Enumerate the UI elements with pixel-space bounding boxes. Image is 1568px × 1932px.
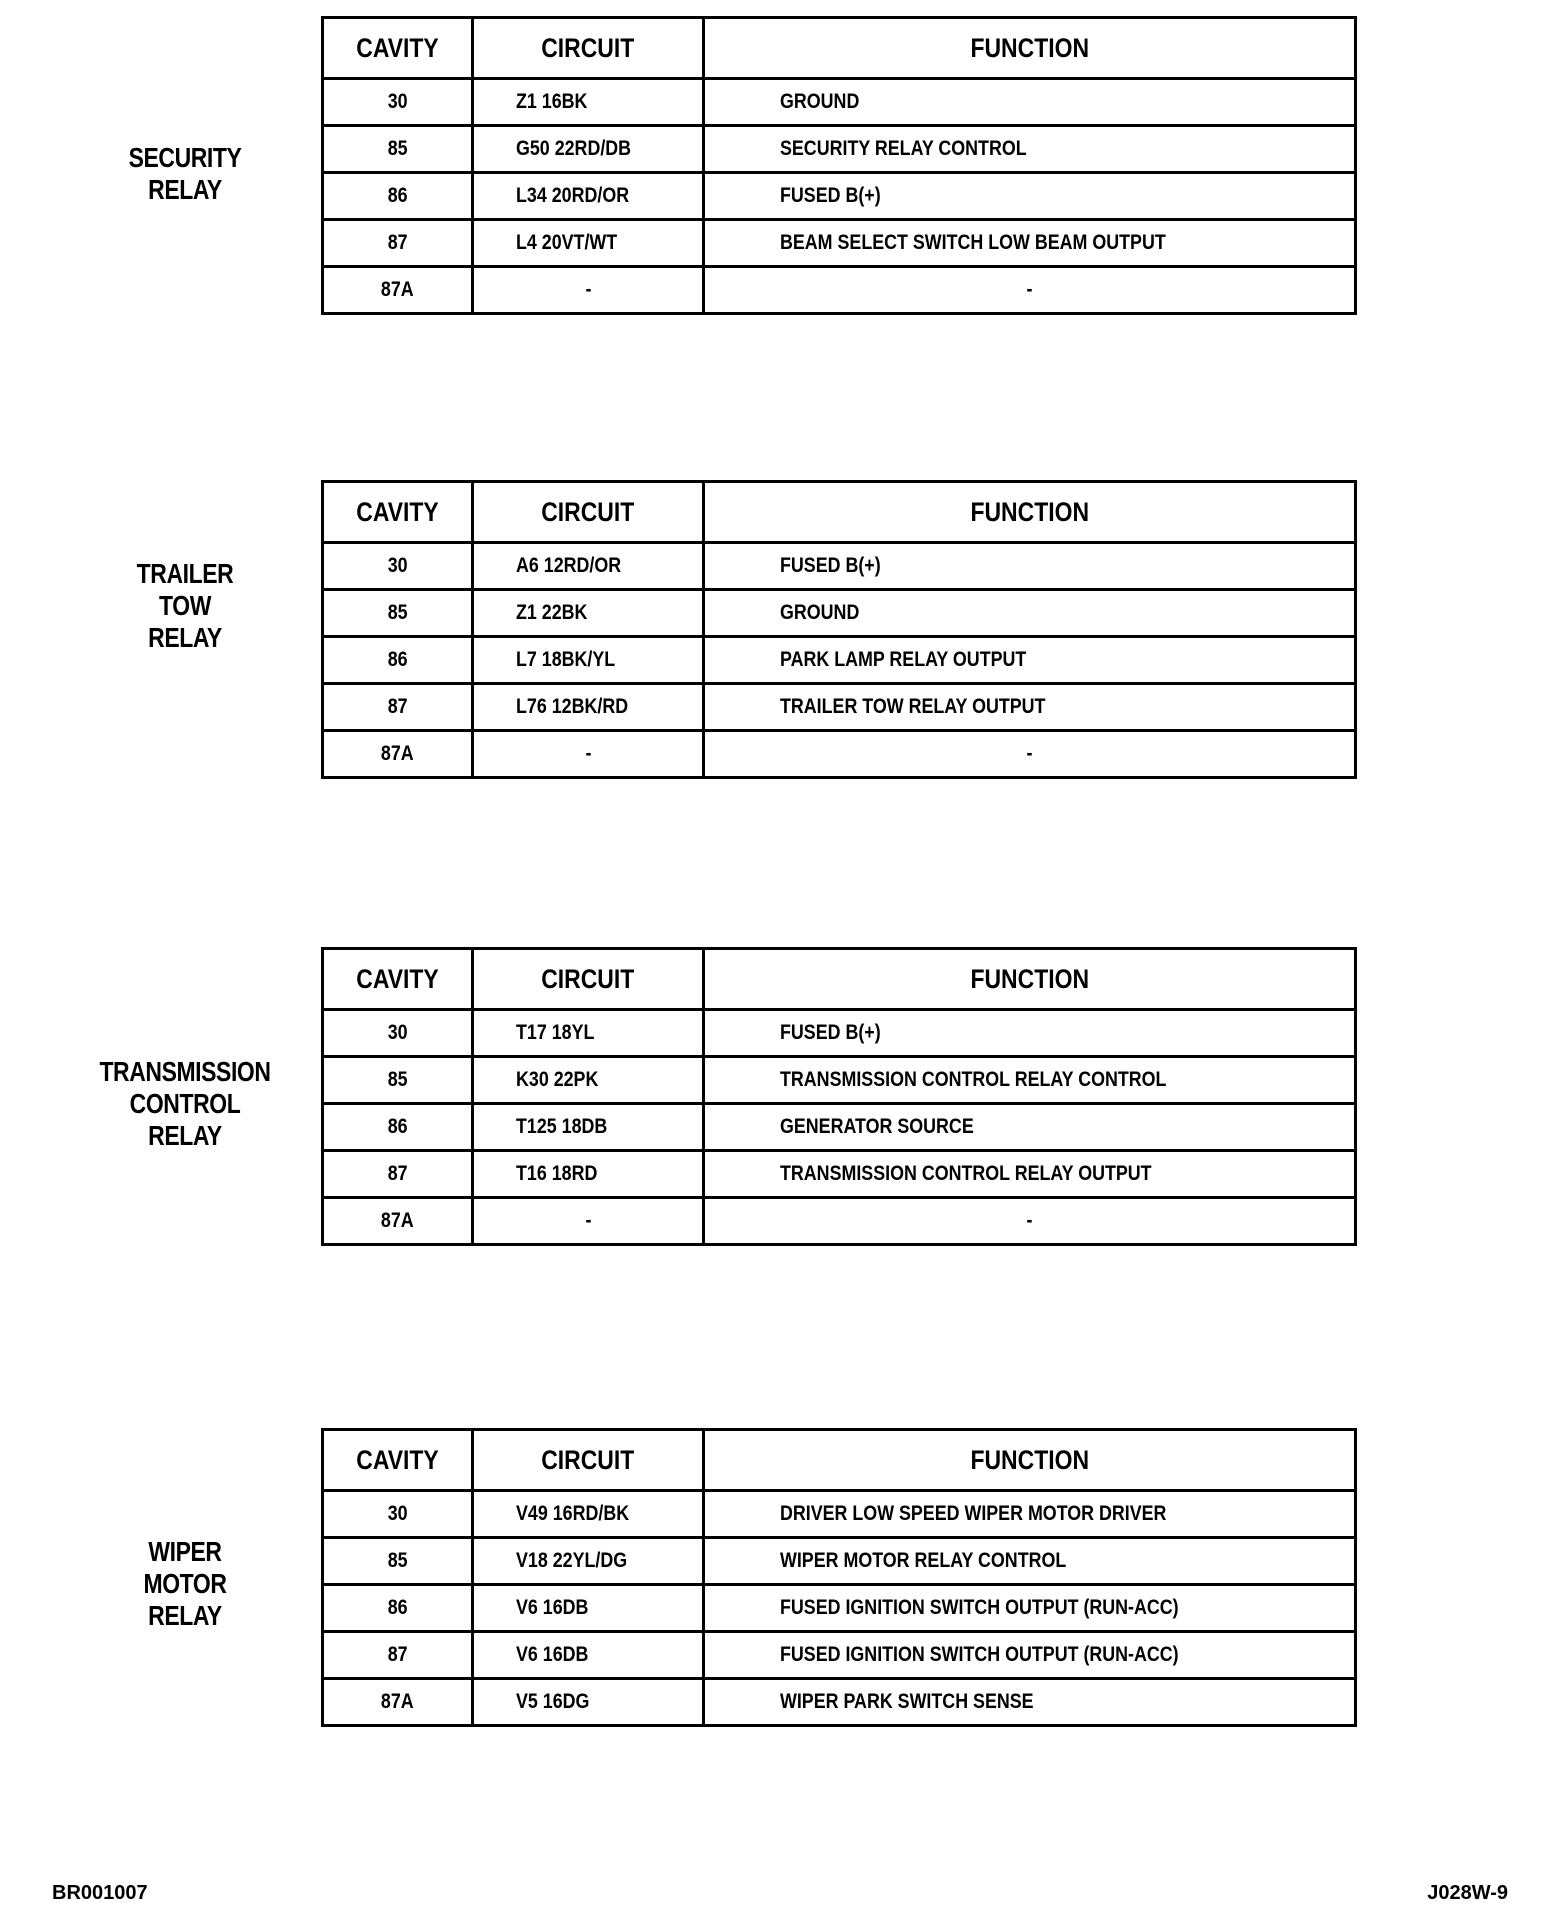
table-header-row — [323, 1430, 1356, 1491]
function-cell: BEAM SELECT SWITCH LOW BEAM OUTPUT — [704, 220, 1356, 267]
header-circuit: CIRCUIT — [473, 949, 704, 1010]
circuit-cell: L4 20VT/WT — [473, 220, 704, 267]
transmission-control-relay-section — [0, 947, 1568, 1267]
table-row — [323, 173, 1356, 220]
circuit-cell: V6 16DB — [473, 1585, 704, 1632]
cavity-cell: 87A — [323, 1198, 473, 1245]
function-cell: FUSED B(+) — [704, 1010, 1356, 1057]
cavity-cell: 85 — [323, 126, 473, 173]
table-row — [323, 126, 1356, 173]
relay-label-line: WIPER — [148, 1536, 222, 1567]
relay-label-line: RELAY — [148, 1600, 222, 1631]
header-function: FUNCTION — [704, 949, 1356, 1010]
circuit-cell: K30 22PK — [473, 1057, 704, 1104]
cavity-cell: 30 — [323, 1010, 473, 1057]
circuit-cell: Z1 22BK — [473, 590, 704, 637]
table-row — [323, 1057, 1356, 1104]
cavity-cell: 87A — [323, 731, 473, 778]
function-cell: TRANSMISSION CONTROL RELAY OUTPUT — [704, 1151, 1356, 1198]
function-cell: TRANSMISSION CONTROL RELAY CONTROL — [704, 1057, 1356, 1104]
header-cavity: CAVITY — [323, 18, 473, 79]
function-cell: - — [704, 731, 1356, 778]
relay-label-line: RELAY — [148, 622, 222, 653]
relay-label-line: MOTOR — [143, 1568, 227, 1599]
pinout-table — [321, 947, 1357, 1246]
function-cell: WIPER PARK SWITCH SENSE — [704, 1679, 1356, 1726]
function-cell: - — [704, 1198, 1356, 1245]
function-cell: SECURITY RELAY CONTROL — [704, 126, 1356, 173]
security-relay-section — [0, 16, 1568, 336]
table-row — [323, 267, 1356, 314]
circuit-cell: G50 22RD/DB — [473, 126, 704, 173]
function-cell: - — [704, 267, 1356, 314]
figure-id-right: J028W-9 — [1427, 1882, 1508, 1904]
table-row — [323, 637, 1356, 684]
circuit-cell: T125 18DB — [473, 1104, 704, 1151]
table-row — [323, 79, 1356, 126]
pinout-table — [321, 480, 1357, 779]
function-cell: FUSED IGNITION SWITCH OUTPUT (RUN-ACC) — [704, 1585, 1356, 1632]
circuit-cell: L34 20RD/OR — [473, 173, 704, 220]
circuit-cell: V18 22YL/DG — [473, 1538, 704, 1585]
function-cell: WIPER MOTOR RELAY CONTROL — [704, 1538, 1356, 1585]
circuit-cell: V49 16RD/BK — [473, 1491, 704, 1538]
function-cell: GENERATOR SOURCE — [704, 1104, 1356, 1151]
table-row — [323, 1491, 1356, 1538]
function-cell: FUSED B(+) — [704, 173, 1356, 220]
circuit-cell: L7 18BK/YL — [473, 637, 704, 684]
cavity-cell: 86 — [323, 173, 473, 220]
header-cavity: CAVITY — [323, 482, 473, 543]
cavity-cell: 86 — [323, 637, 473, 684]
cavity-cell: 87 — [323, 684, 473, 731]
figure-id-left: BR001007 — [52, 1882, 148, 1904]
circuit-cell: V5 16DG — [473, 1679, 704, 1726]
circuit-cell: - — [473, 1198, 704, 1245]
cavity-cell: 30 — [323, 543, 473, 590]
relay-label-line: RELAY — [148, 174, 222, 205]
table-row — [323, 1151, 1356, 1198]
wiper-motor-relay-section — [0, 1428, 1568, 1748]
cavity-cell: 30 — [323, 1491, 473, 1538]
header-function: FUNCTION — [704, 482, 1356, 543]
relay-label-line: CONTROL — [129, 1088, 241, 1119]
relay-label — [99, 142, 271, 206]
cavity-cell: 85 — [323, 590, 473, 637]
header-cavity: CAVITY — [323, 1430, 473, 1491]
table-row — [323, 684, 1356, 731]
function-cell: PARK LAMP RELAY OUTPUT — [704, 637, 1356, 684]
circuit-cell: T17 18YL — [473, 1010, 704, 1057]
relay-label-line: RELAY — [148, 1120, 222, 1151]
cavity-cell: 87A — [323, 1679, 473, 1726]
table-row — [323, 1010, 1356, 1057]
cavity-cell: 85 — [323, 1538, 473, 1585]
trailer-tow-relay-section — [0, 480, 1568, 800]
relay-label — [99, 558, 271, 654]
function-cell: TRAILER TOW RELAY OUTPUT — [704, 684, 1356, 731]
table-row — [323, 1585, 1356, 1632]
cavity-cell: 87 — [323, 220, 473, 267]
circuit-cell: L76 12BK/RD — [473, 684, 704, 731]
header-circuit: CIRCUIT — [473, 18, 704, 79]
cavity-cell: 86 — [323, 1585, 473, 1632]
header-circuit: CIRCUIT — [473, 1430, 704, 1491]
cavity-cell: 87 — [323, 1632, 473, 1679]
cavity-cell: 30 — [323, 79, 473, 126]
table-row — [323, 1198, 1356, 1245]
cavity-cell: 87 — [323, 1151, 473, 1198]
circuit-cell: V6 16DB — [473, 1632, 704, 1679]
relay-label-line: TRAILER — [136, 558, 234, 589]
table-header-row — [323, 482, 1356, 543]
relay-label — [99, 1536, 271, 1632]
cavity-cell: 85 — [323, 1057, 473, 1104]
table-row — [323, 1538, 1356, 1585]
relay-label — [99, 1056, 271, 1152]
relay-label-line: TRANSMISSION — [99, 1056, 271, 1087]
circuit-cell: T16 18RD — [473, 1151, 704, 1198]
cavity-cell: 86 — [323, 1104, 473, 1151]
header-circuit: CIRCUIT — [473, 482, 704, 543]
table-row — [323, 543, 1356, 590]
header-function: FUNCTION — [704, 1430, 1356, 1491]
relay-label-line: TOW — [159, 590, 211, 621]
circuit-cell: Z1 16BK — [473, 79, 704, 126]
pinout-table — [321, 16, 1357, 315]
pinout-table — [321, 1428, 1357, 1727]
header-function: FUNCTION — [704, 18, 1356, 79]
cavity-cell: 87A — [323, 267, 473, 314]
table-header-row — [323, 949, 1356, 1010]
table-row — [323, 731, 1356, 778]
table-row — [323, 220, 1356, 267]
circuit-cell: - — [473, 267, 704, 314]
relay-label-line: SECURITY — [128, 142, 242, 173]
function-cell: FUSED B(+) — [704, 543, 1356, 590]
header-cavity: CAVITY — [323, 949, 473, 1010]
circuit-cell: A6 12RD/OR — [473, 543, 704, 590]
function-cell: GROUND — [704, 590, 1356, 637]
table-row — [323, 590, 1356, 637]
table-header-row — [323, 18, 1356, 79]
circuit-cell: - — [473, 731, 704, 778]
table-row — [323, 1104, 1356, 1151]
function-cell: GROUND — [704, 79, 1356, 126]
table-row — [323, 1632, 1356, 1679]
table-row — [323, 1679, 1356, 1726]
function-cell: DRIVER LOW SPEED WIPER MOTOR DRIVER — [704, 1491, 1356, 1538]
function-cell: FUSED IGNITION SWITCH OUTPUT (RUN-ACC) — [704, 1632, 1356, 1679]
